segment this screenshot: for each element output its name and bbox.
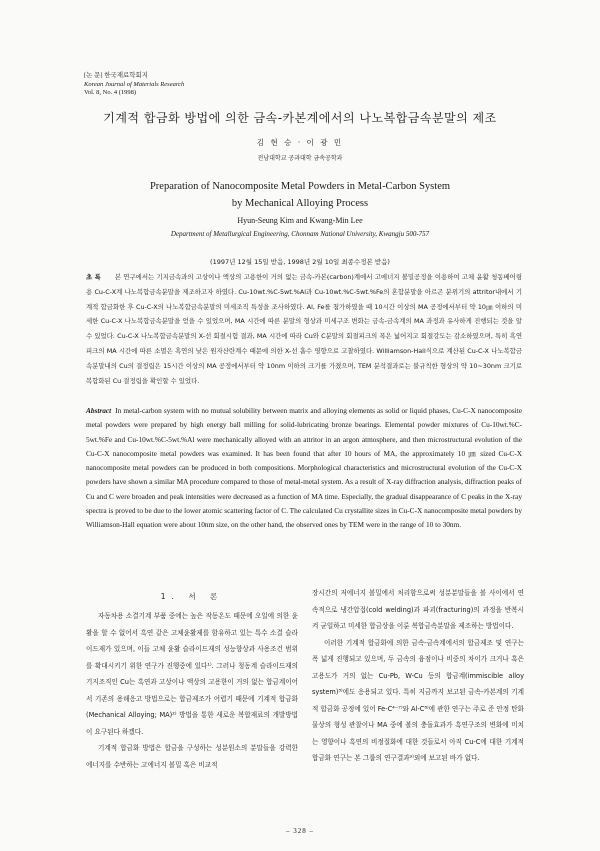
body-column-left [86,586,298,773]
abstract-english [86,404,522,533]
body-column-right [312,585,524,767]
affiliation-english: Department of Metallurgical Engineering, Chonnam National University, Kwangju 500-757 [170,230,430,238]
abstract-korean-text: 본 연구에서는 기지금속과의 고상이나 액상의 고용한이 거의 없는 금속-카본(carbon)계에서 고에너지 볼밀공정을 이용하여 고체 윤활 청동베어링용 Cu-C-X계 나노복합금속분말을 제조하고자 하였다. Cu-10wt.%C-5wt.%Al과 Cu-10wt.%C-5wt.%Fe의 혼합분말을 아르곤 분위기의 attritor내에서 기계적 합금화한 후 Cu-C-X의 나노복합금속분말의 미세조직 특성을 조사하였다. Al, Fe를 첨가하였을 때 10시간 이상의 MA 공정에서부터 약 10㎛ 이하의 미세한 Cu-C-X 나노복합금속분말을 얻을 수 있었으며, MA 시간에 따른 분말의 형상과 미세구조 변화는 금속-금속계의 MA 과정과 유사하게 진행되는 것을 알 수 있었다. Cu-C-X 나노복합금속분말의 X-선 회절시험 결과, MA 시간에 따라 Cu와 C분말의 회절피크의 폭은 넓어지고 회절강도는 감소하였으며, 특히 흑연피크의 MA 시간에 따른 소멸은 흑연의 낮은 원자산란계수 때문에 의한 X-선 흡수 영향으로 고찰하였다. Williamson-Hall식으로 계산된 Cu-C-X 나노복합금속분말내의 Cu의 결정립은 15시간 이상의 MA 공정에서부터 약 10nm 이하의 크기를 가졌으며, TEM 분석결과로는 불규칙한 형상의 약 10~30nm 크기로 복합화된 Cu 결정립을 확인할 수 있었다. [86,273,523,385]
title-korean: 기계적 합금화 방법에 의한 금속-카본계에서의 나노복합금속분말의 제조 [103,111,497,125]
journal-info [84,72,184,98]
paragraph: 기계적 합금화 방법은 합금을 구성하는 성분원소의 분말들을 강력한 에너지를 수반하는 고에너지 볼밀 혹은 비교적 [86,744,298,769]
paragraph: 이러한 기계적 합금화에 의한 금속-금속계에서의 합금제조 및 연구는 폭 넓게 진행되고 있으며, 두 금속의 융점이나 비중의 차이가 크거나 혹은 고용도가 거의 없는 Cu-Pb, W-Cu 등의 합금계(immiscible alloy system)³⁾에도 응용되고 있다. 특히 지금까지 보고된 금속-카본계의 기계적 합금화 공정에 있어 Fe-C⁴⁻⁷⁾와 Al-C⁸⁾에 관한 연구는 주로 준 안정 탄화물상의 형성 관찰이나 MA 중에 볼의 충돌효과가 흑연구조의 변화에 미치는 영향이나 흑연의 비정질화에 대한 것들로서 아직 Cu-C에 대한 기계적 합금화 연구는 본 그룹의 연구결과⁹⁾외에 보고된 바가 없다. [312,638,525,762]
received-dates: (1997년 12월 15일 받음, 1998년 2월 10일 최종수정본 받음) [210,258,390,266]
paragraph: 장시간의 저에너지 볼밀에서 처리함으로써 성분분말들을 볼 사이에서 연속적으로 냉간압접(cold welding)과 파괴(fracturing)의 과정을 반복시켜 균일하고 미세한 합금상을 이룬 복합금속분말을 제조하는 방법이다. [312,589,524,630]
page-number: – 328 – [286,827,314,835]
section-heading-introduction: 1. 서 론 [160,592,224,601]
abstract-korean [86,270,522,388]
abstract-english-text: In metal-carbon system with no mutual solubility between matrix and alloying elements as solid or liquid phases, Cu-C-X nanocomposite metal powders were prepared by high energy ball milling for solid-lubricating bronze bearings. Elemental powder mixtures of Cu-10wt.%C-5wt.%Fe and Cu-10wt.%C-5wt.%Al were mechanically alloyed with an attritor in an argon atmosphere, and then microstructural evolution of the Cu-C-X nanocomposite metal powders was examined. It has been found that after 10 hours of MA, the approximately 10 ㎛ sized Cu-C-X nanocomposite metal powders can be produced in both compositions. Morphological characteristics and microstructural evolution of the Cu-C-X powders have shown a similar MA procedure compared to those of metal-metal system. As a result of X-ray diffraction analysis, diffraction peaks of Cu and C were broaden and peak intensities were decreased as a function of MA time. Especially, the gradual disappearance of C peaks in the X-ray spectra is proved to be due to the lower atomic scattering factor of C. The calculated Cu crystallite sizes in Cu-C-X nanocomposite metal powders by Williamson-Hall equation were about 10nm size, on the other hand, the observed ones by TEM were in the range of 10 to 30nm. [86,406,522,530]
title-english-line-2: by Mechanical Alloying Process [231,198,369,209]
affiliation-korean: 전남대학교 공과대학 금속공학과 [257,155,343,162]
title-english-line-1: Preparation of Nanocomposite Metal Powders in Metal-Carbon System [149,181,451,192]
journal-line-1: [논 문] 한국재료학회지 [84,72,149,79]
body-text-left [86,608,298,773]
paragraph: 자동차용 소결기계 부품 중에는 높은 작동온도 때문에 오일에 의한 윤활을 할 수 없어서 흑연 같은 고체윤활제를 함유하고 있는 특수 소결 슬라이드재가 있으며, 이들 고체 윤활 슬라이드재의 성능향상과 사용조건 범위를 확대시키기 위한 연구가 진행중에 있다¹⁾. 그러나 청동계 슬라이드재의 기지조직인 Cu는 흑연과 고상이나 액상의 고용한이 거의 없는 합금계이어서 기존의 용해응고 방법으로는 합금제조가 어렵기 때문에 기계적 합금화(Mechanical Alloying; MA)²⁾ 방법을 통한 새로운 복합재료의 개발방법이 요구된다 하겠다. [86,612,298,736]
abstract-korean-label: 초 록 [86,273,101,281]
body-text-right [312,585,524,767]
journal-line-2: Korean Journal of Materials Research [84,80,185,88]
authors-english: Hyun-Seung Kim and Kwang-Min Lee [237,216,363,225]
title-english [0,178,600,212]
authors-korean: 김 현 승 · 이 광 민 [256,138,344,147]
journal-line-3: Vol. 8, No. 4 (1998) [84,89,137,96]
abstract-english-label: Abstract [86,406,112,415]
